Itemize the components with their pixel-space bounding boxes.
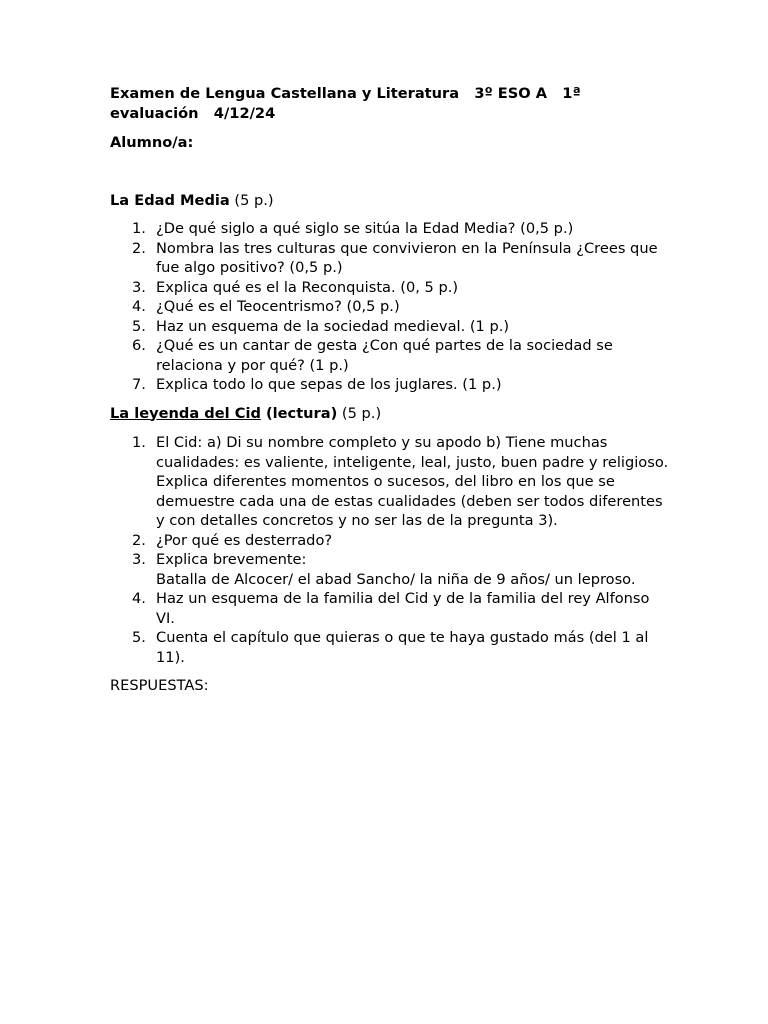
question-text: Explica qué es el la Reconquista. (0, 5 p.) — [156, 278, 459, 296]
list-item — [110, 336, 670, 375]
list-item — [110, 375, 670, 395]
answers-label: RESPUESTAS: — [110, 677, 209, 694]
question-subtext: Batalla de Alcocer/ el abad Sancho/ la niña de 9 años/ un leproso. — [156, 570, 636, 588]
question-number: 3. — [132, 278, 146, 296]
section-points: (5 p.) — [229, 191, 274, 209]
question-text: ¿Qué es el Teocentrismo? (0,5 p.) — [156, 298, 400, 315]
question-number: 2. — [132, 239, 146, 257]
list-item — [110, 589, 670, 628]
list-item — [110, 297, 670, 317]
section-title: La Edad Media — [110, 191, 230, 209]
question-number: 3. — [132, 551, 146, 568]
question-text: ¿Por qué es desterrado? — [156, 531, 333, 549]
question-number: 4. — [132, 590, 146, 607]
question-text: Haz un esquema de la sociedad medieval. (1 p.) — [156, 317, 510, 335]
list-item — [110, 531, 670, 551]
question-text: Haz un esquema de la familia del Cid y de la familia del rey Alfonso VI. — [156, 590, 650, 627]
question-number: 5. — [132, 317, 146, 335]
list-item — [110, 317, 670, 337]
question-text: ¿Qué es un cantar de gesta ¿Con qué partes de la sociedad se relaciona y por qué? (1 p.) — [156, 337, 613, 374]
exam-title: Examen de Lengua Castellana y Literatura 3º ESO A 1ª evaluación 4/12/24 — [110, 85, 586, 122]
question-text: Cuenta el capítulo que quieras o que te haya gustado más (del 1 al 11). — [156, 629, 649, 666]
list-item — [110, 278, 670, 298]
question-number: 1. — [132, 220, 146, 237]
question-list-leyenda-cid — [110, 433, 670, 667]
section-heading-leyenda-cid — [110, 404, 670, 424]
list-item — [110, 219, 670, 239]
question-text: Explica todo lo que sepas de los juglares. (1 p.) — [156, 376, 502, 393]
list-item — [110, 550, 670, 589]
question-number: 4. — [132, 298, 146, 315]
exam-document — [110, 84, 670, 696]
question-text: ¿De qué siglo a qué siglo se sitúa la Edad Media? (0,5 p.) — [156, 220, 574, 237]
question-text: Nombra las tres culturas que convivieron en la Península ¿Crees que fue algo positivo? (0,5 p.) — [156, 239, 658, 276]
section-title: La leyenda del Cid — [110, 404, 261, 422]
question-text: El Cid: a) Di su nombre completo y su apodo b) Tiene muchas cualidades: es valiente, inteligente, leal, justo, buen padre y religioso. Explica diferentes momentos o sucesos, del libro en los que se demuestre cada una de estas cualidades (deben ser todos diferentes y con detalles concretos y no ser las de la pregunta 3). — [156, 434, 669, 529]
question-number: 6. — [132, 337, 146, 354]
list-item — [110, 433, 670, 531]
section-heading-edad-media — [110, 191, 670, 211]
question-number: 2. — [132, 531, 146, 549]
question-number: 1. — [132, 434, 146, 451]
question-number: 5. — [132, 629, 146, 646]
question-number: 7. — [132, 376, 146, 393]
section-points: (5 p.) — [337, 404, 382, 422]
student-name-label: Alumno/a: — [110, 134, 194, 151]
question-text: Explica brevemente: — [156, 551, 307, 568]
question-list-edad-media — [110, 219, 670, 395]
section-subtitle: (lectura) — [260, 404, 338, 422]
list-item — [110, 239, 670, 278]
list-item — [110, 628, 670, 667]
